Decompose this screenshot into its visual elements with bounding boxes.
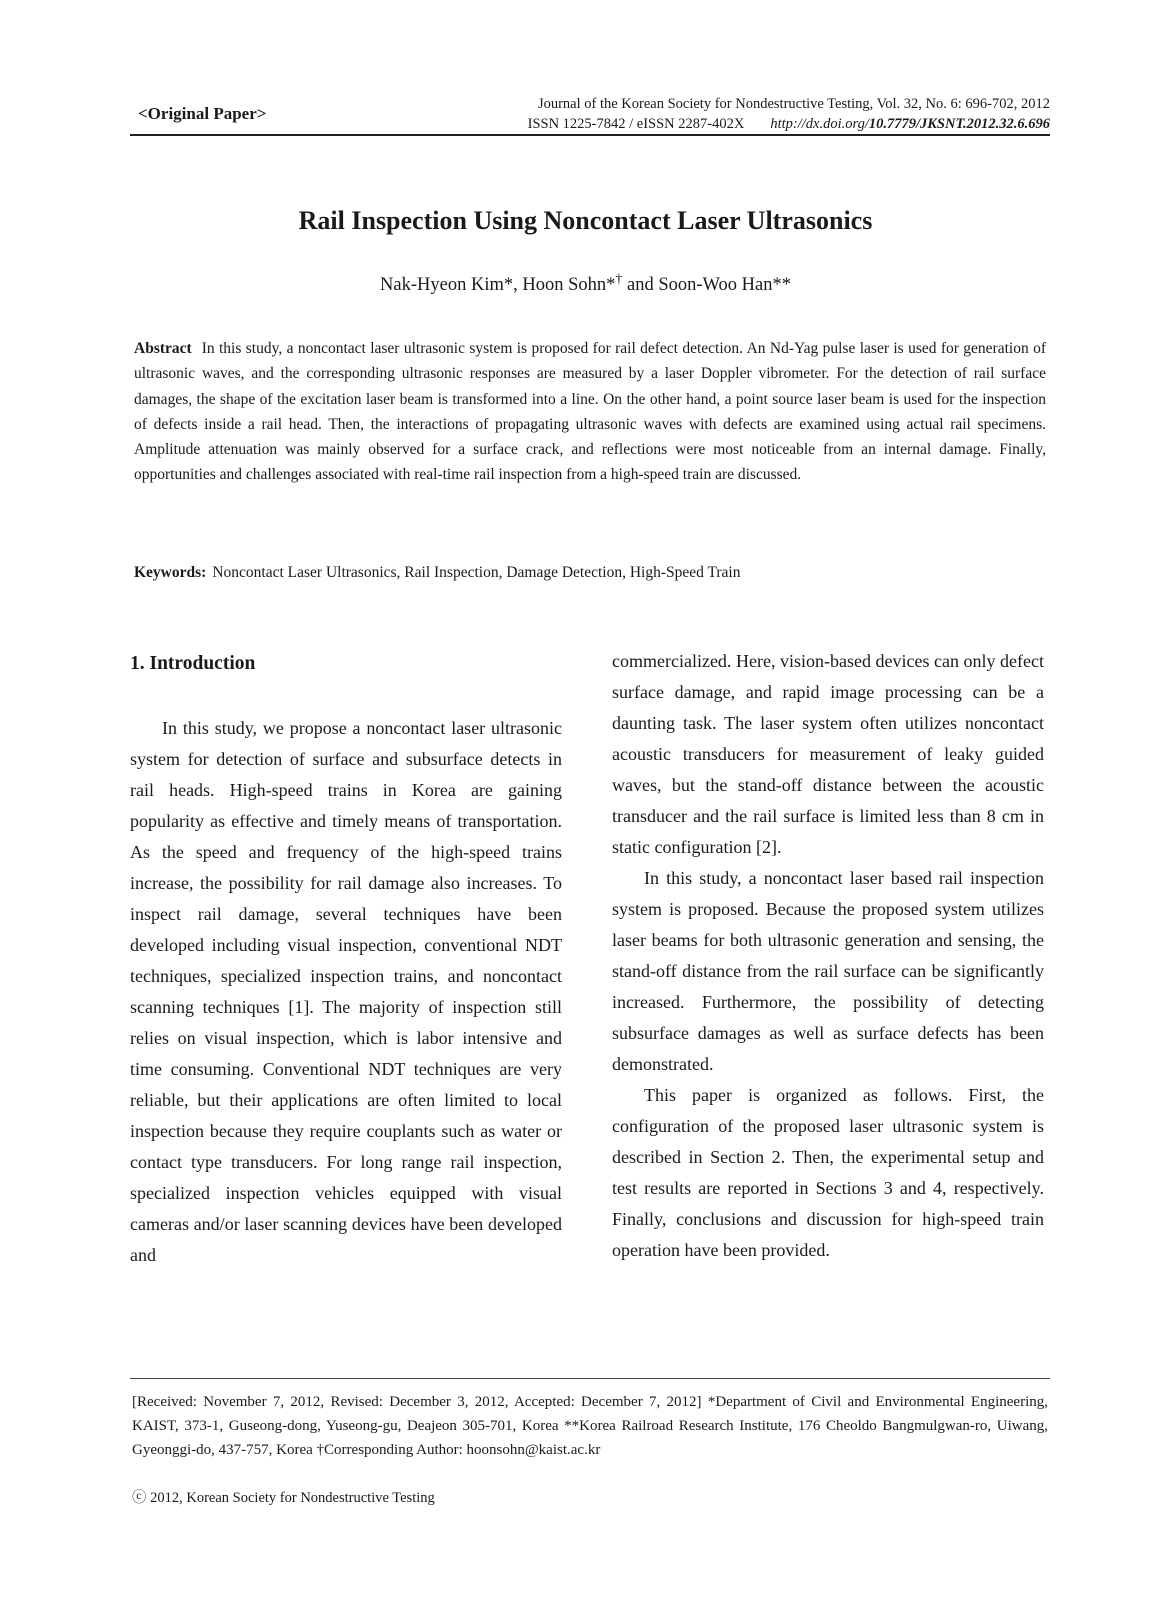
author-line: [0, 272, 1171, 296]
doi-link[interactable]: [770, 116, 1050, 132]
keywords-block: [134, 564, 1046, 582]
footer-divider: [130, 1378, 1050, 1379]
dagger-mark: †: [615, 272, 623, 287]
intro-paragraph-2: In this study, a noncontact laser based rail inspection system is proposed. Because the proposed system utilizes laser beams for both ultrasonic generation and sensing, the stand-off distance from the rail surface can be significantly increased. Furthermore, the possibility of detecting subsurface damages as well as surface defects has been demonstrated.: [612, 868, 1044, 1074]
paper-title: Rail Inspection Using Noncontact Laser Ultrasonics: [298, 206, 873, 235]
header-divider: [130, 134, 1050, 136]
intro-paragraph-1-continued: commercialized. Here, vision-based devices can only defect surface damage, and rapid image processing can be a daunting task. The laser system often utilizes noncontact acoustic transducers for measurement of leaky guided waves, but the stand-off distance between the acoustic transducer and the rail surface is limited less than 8 cm in static configuration [2].: [612, 651, 1044, 857]
copyright-notice: ⓒ 2012, Korean Society for Nondestructive Testing: [132, 1490, 435, 1506]
journal-citation: Journal of the Korean Society for Nondestructive Testing, Vol. 32, No. 6: 696-702, 2012: [537, 96, 1050, 112]
journal-header: [130, 92, 1050, 138]
intro-paragraph-1: In this study, we propose a noncontact laser ultrasonic system for detection of surface and subsurface detects in rail heads. High-speed trains in Korea are gaining popularity as effective and timely means of transportation. As the speed and frequency of the high-speed trains increase, the possibility for rail damage also increases. To inspect rail damage, several techniques have been developed including visual inspection, conventional NDT techniques, specialized inspection trains, and noncontact scanning techniques [1]. The majority of inspection still relies on visual inspection, which is labor intensive and time consuming. Conventional NDT techniques are very reliable, but their applications are often limited to local inspection because they require couplants such as water or contact type transducers. For long range rail inspection, specialized inspection vehicles equipped with visual cameras and/or laser scanning devices have been developed and: [130, 718, 562, 1265]
abstract-text: In this study, a noncontact laser ultrasonic system is proposed for rail defect detection. An Nd-Yag pulse laser is used for generation of ultrasonic waves, and the corresponding ultrasonic responses are measured by a laser Doppler vibrometer. For the detection of rail surface damages, the shape of the excitation laser beam is transformed into a line. On the other hand, a point source laser beam is used for the inspection of defects inside a rail head. Then, the interactions of propagating ultrasonic waves with defects are examined using actual rail specimens. Amplitude attenuation was mainly observed for a surface crack, and reflections were most noticeable from an internal damage. Finally, opportunities and challenges associated with real-time rail inspection from a high-speed train are discussed.: [134, 340, 1046, 484]
keywords-text: Noncontact Laser Ultrasonics, Rail Inspection, Damage Detection, High-Speed Train: [212, 564, 741, 581]
intro-paragraph-3: This paper is organized as follows. First, the configuration of the proposed laser ultrasonic system is described in Section 2. Then, the experimental setup and test results are reported in Sections 3 and 4, respectively. Finally, conclusions and discussion for high-speed train operation have been provided.: [612, 1085, 1044, 1260]
paper-type-label: <Original Paper>: [138, 104, 267, 123]
right-column: [612, 646, 1044, 1266]
left-column: [130, 648, 562, 1271]
authors-part2: and Soon-Woo Han**: [622, 275, 791, 296]
abstract-label: Abstract: [134, 340, 192, 357]
authors-part1: Nak-Hyeon Kim*, Hoon Sohn*: [380, 275, 616, 296]
doi-prefix: http://dx.doi.org/: [770, 116, 869, 132]
issn-doi-line: [528, 116, 1050, 133]
section-heading: 1. Introduction: [130, 653, 256, 674]
footnote-received-affiliations: [Received: November 7, 2012, Revised: December 3, 2012, Accepted: December 7, 2012] *Department of Civil and Environmental Engineering, KAIST, 373-1, Guseong-dong, Yuseong-gu, Deajeon 305-701, Korea **Korea Railroad Research Institute, 176 Cheoldo Bangmulgwan-ro, Uiwang, Gyeonggi-do, 437-757, Korea †Corresponding Author: hoonsohn@kaist.ac.kr: [132, 1394, 1048, 1458]
keywords-label: Keywords:: [134, 564, 207, 581]
issn-text: ISSN 1225-7842 / eISSN 2287-402X: [527, 116, 745, 132]
abstract-block: [134, 336, 1046, 488]
doi-suffix: 10.7779/JKSNT.2012.32.6.696: [868, 116, 1050, 132]
